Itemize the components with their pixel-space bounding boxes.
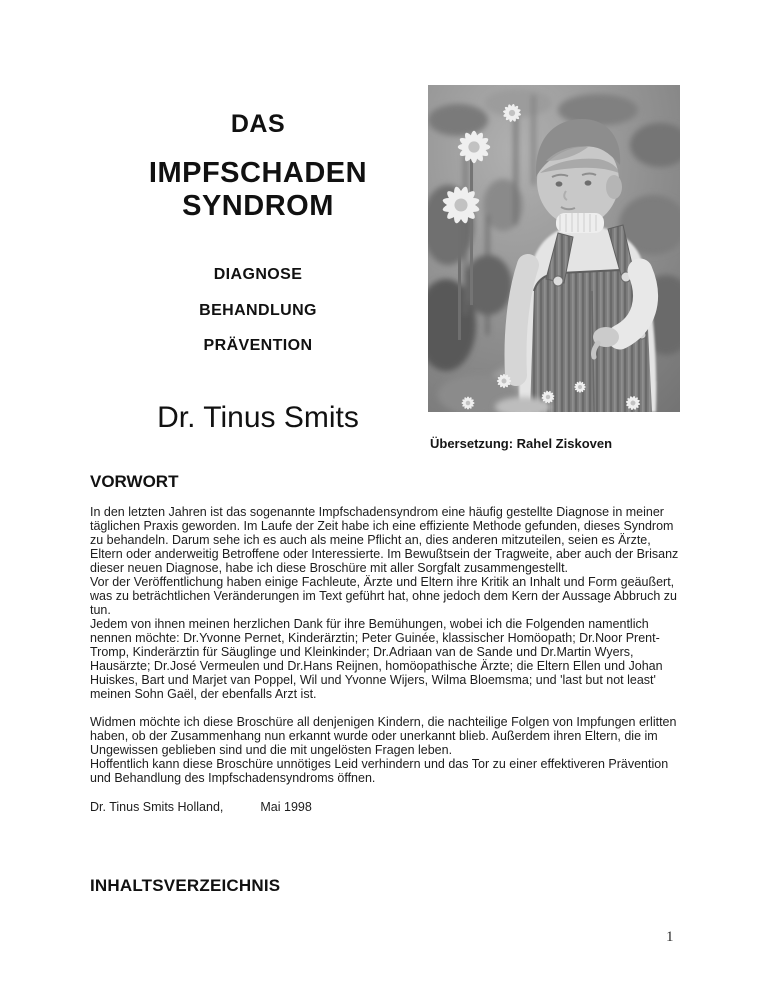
title-block bbox=[88, 108, 428, 448]
child-garden-photo bbox=[428, 85, 680, 412]
signature-line bbox=[90, 800, 686, 814]
photo-caption: Übersetzung: Rahel Ziskoven bbox=[430, 436, 613, 451]
vorwort-heading: VORWORT bbox=[90, 472, 179, 491]
title-main bbox=[88, 157, 428, 223]
title-line-syndrom: SYNDROM bbox=[182, 190, 334, 222]
title-das: DAS bbox=[230, 110, 286, 138]
subtitle-diagnose: DIAGNOSE bbox=[213, 266, 303, 283]
paragraph: Jedem von ihnen meinen herzlichen Dank für ihre Bemühungen, wobei ich die Folgenden namentlich nennen möchte: Dr.Yvonne Pernet, Kinderärztin; Peter Guinée, klassischer Homöopath; Dr.Noor Prent-Tromp, Kinderärztin für Säuglinge und Kleinkinder; Dr.Adriaan van de Sande und Dr.Martin Wyers, Hausärzte; Dr.José Vermeulen und Dr.Hans Reijnen, homöopathische Ärzte; die Eltern Ellen und Johan Huiskes, Bart und Marjet van Poppel, Wil und Yvonne Wijers, Wilma Bloemsma; und 'last but not least' meinen Sohn Gaël, der ebenfalls Arzt ist. bbox=[90, 617, 663, 701]
title-line-impfschaden: IMPFSCHADEN bbox=[148, 157, 368, 189]
paragraph: Vor der Veröffentlichung haben einige Fachleute, Ärzte und Eltern ihre Kritik an Inhalt und Form geäußert, was zu beträchtlichen Veränderungen im Text geführt hat, ohne jedoch dem Kern der Aussage Abbruch zu tun. bbox=[90, 575, 677, 617]
child-garden-photo-svg bbox=[428, 85, 680, 412]
subtitle-praevention: PRÄVENTION bbox=[203, 337, 313, 354]
subtitle-behandlung: BEHANDLUNG bbox=[199, 302, 317, 319]
toc-heading: INHALTSVERZEICHNIS bbox=[90, 876, 281, 895]
signature-name-place: Dr. Tinus Smits Holland, bbox=[90, 800, 224, 814]
page-number: 1 bbox=[666, 929, 674, 945]
paragraph: In den letzten Jahren ist das sogenannte Impfschadensyndrom eine häufig gestellte Diagnose in meiner täglichen Praxis geworden. Im Laufe der Zeit habe ich eine effiziente Methode gefunden, dieses Syndrom zu behandeln. Darum sehe ich es auch als meine Pflicht an, dies anderen mitzuteilen, seien es Ärzte, Eltern oder anderweitig Betroffene oder Interessierte. Im Bewußtsein der Tragweite, aber auch der Brisanz dieser neuen Diagnose, habe ich diese Broschüre mit aller Sorgfalt zusammengestellt. bbox=[90, 505, 679, 575]
author-name: Dr. Tinus Smits bbox=[157, 401, 359, 434]
signature-date: Mai 1998 bbox=[260, 800, 312, 814]
vorwort-body bbox=[90, 505, 686, 814]
paragraph: Hoffentlich kann diese Broschüre unnötiges Leid verhindern und das Tor zu einer effektiveren Prävention und Behandlung des Impfschadensyndroms öffnen. bbox=[90, 757, 669, 785]
paragraph: Widmen möchte ich diese Broschüre all denjenigen Kindern, die nachteilige Folgen von Impfungen erlitten haben, ob der Zusammenhang nun erkannt wurde oder unerkannt blieb. Außerdem ihren Eltern, die im Ungewissen geblieben sind und die mit ungelösten Fragen leben. bbox=[90, 715, 677, 757]
